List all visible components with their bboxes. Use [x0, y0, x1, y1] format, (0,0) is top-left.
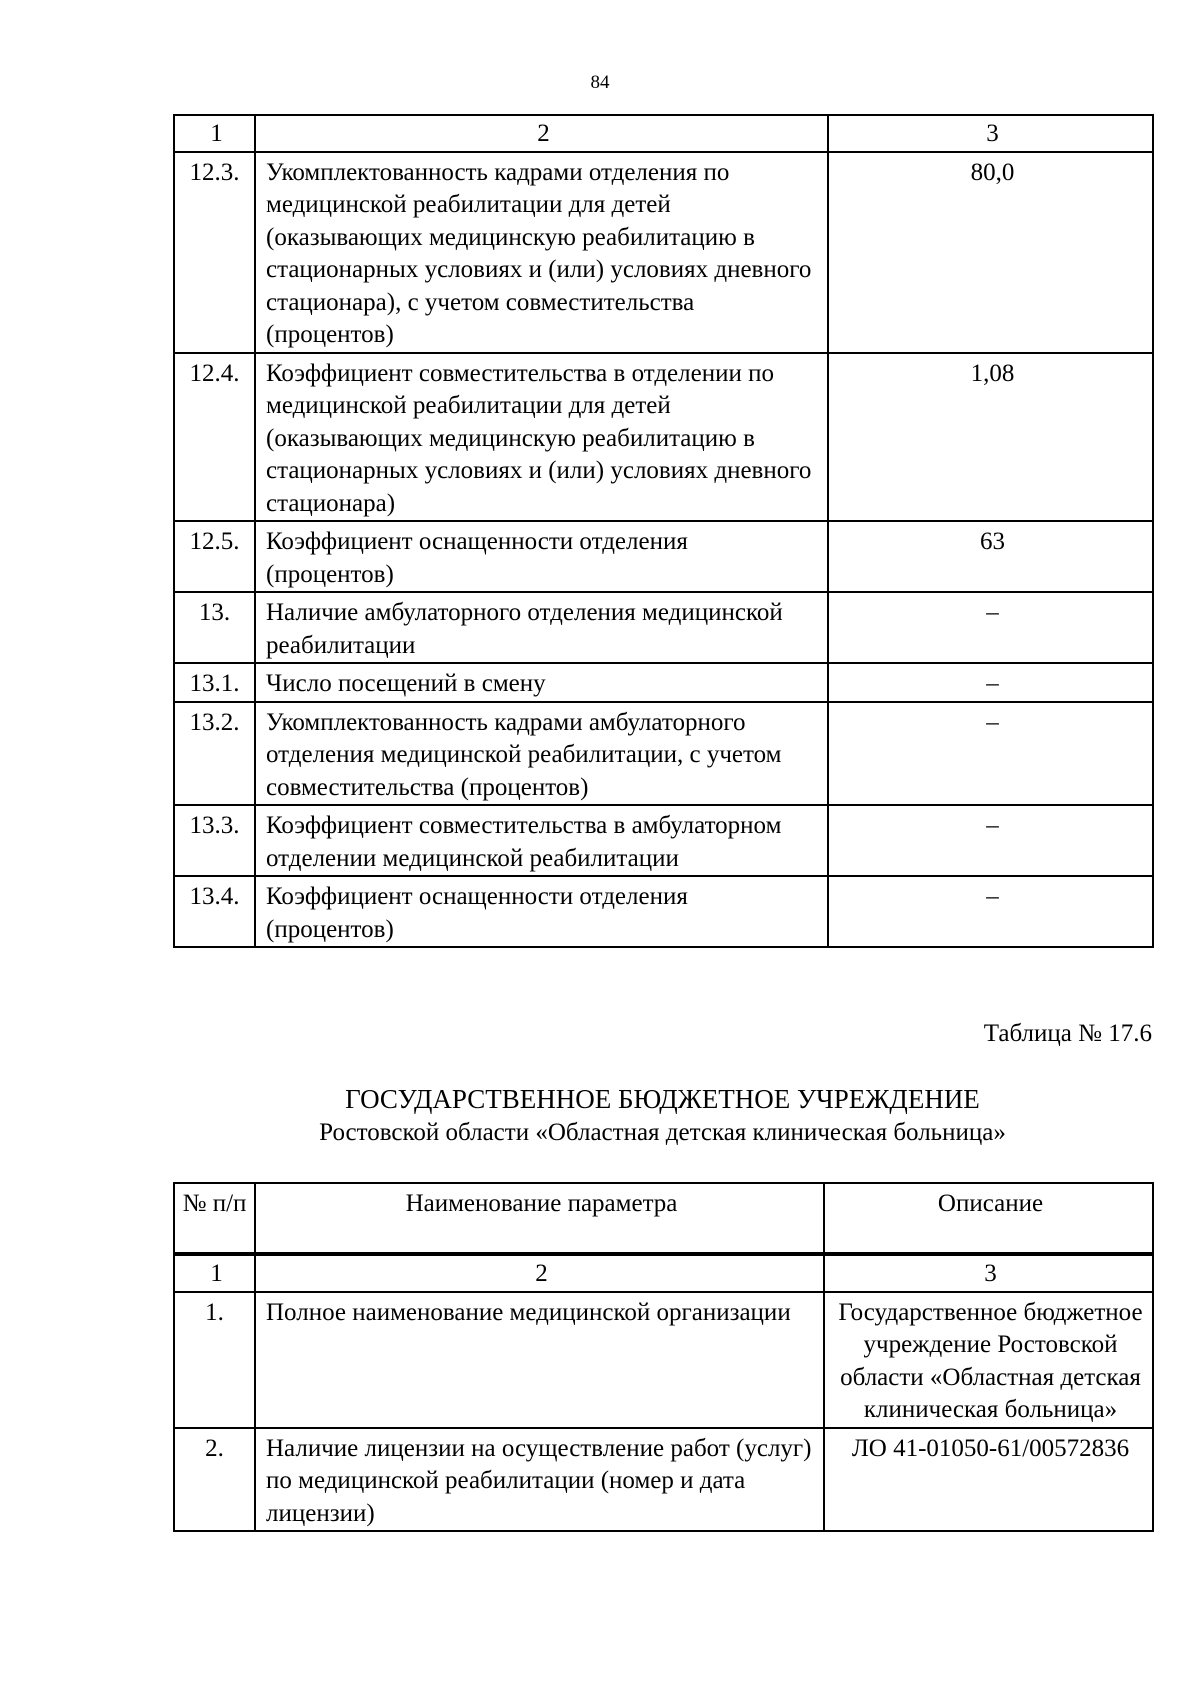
table-row [174, 592, 1153, 663]
table-header-row [174, 115, 1153, 152]
column-number-3: 3 [828, 115, 1153, 152]
table-row [174, 805, 1153, 876]
table-header-row [174, 1254, 1153, 1292]
row-parameter: Коэффициент оснащенности отделения (процентов) [255, 521, 828, 592]
column-header-number: № п/п [174, 1183, 255, 1254]
table-caption: Таблица № 17.6 [983, 1020, 1152, 1047]
table-row [174, 353, 1153, 522]
column-number-1: 1 [174, 1254, 255, 1292]
row-number: 13.3. [174, 805, 255, 876]
row-parameter: Наличие лицензии на осуществление работ (услуг) по медицинской реабилитации (номер и дата лицензии) [255, 1428, 824, 1532]
row-parameter: Укомплектованность кадрами отделения по медицинской реабилитации для детей (оказывающих медицинскую реабилитацию в стационарных условиях и (или) условиях дневного стационара), с учетом совместительства (процентов) [255, 152, 828, 353]
page-number: 84 [590, 72, 610, 93]
row-value: 1,08 [828, 353, 1153, 522]
row-parameter: Полное наименование медицинской организации [255, 1292, 824, 1428]
row-value: ЛО 41-01050-61/00572836 [824, 1428, 1153, 1532]
row-parameter: Коэффициент совместительства в амбулаторном отделении медицинской реабилитации [255, 805, 828, 876]
table-column-headers [174, 1183, 1153, 1254]
row-number: 2. [174, 1428, 255, 1532]
row-number: 12.3. [174, 152, 255, 353]
column-header-parameter: Наименование параметра [255, 1183, 824, 1254]
row-value: – [828, 663, 1153, 702]
column-number-3: 3 [824, 1254, 1153, 1292]
row-value: Государственное бюджетное учреждение Ростовской области «Областная детская клиническая больница» [824, 1292, 1153, 1428]
row-number: 13.4. [174, 876, 255, 947]
row-number: 1. [174, 1292, 255, 1428]
table-row [174, 1428, 1153, 1532]
row-value: – [828, 592, 1153, 663]
row-number: 13.2. [174, 702, 255, 806]
row-value: – [828, 876, 1153, 947]
row-value: – [828, 805, 1153, 876]
row-parameter: Коэффициент оснащенности отделения (процентов) [255, 876, 828, 947]
column-number-1: 1 [174, 115, 255, 152]
row-value: 80,0 [828, 152, 1153, 353]
row-number: 13.1. [174, 663, 255, 702]
row-parameter: Число посещений в смену [255, 663, 828, 702]
table-row [174, 1292, 1153, 1428]
table-row [174, 702, 1153, 806]
column-number-2: 2 [255, 115, 828, 152]
table-row [174, 152, 1153, 353]
row-parameter: Наличие амбулаторного отделения медицинской реабилитации [255, 592, 828, 663]
table-row [174, 876, 1153, 947]
row-number: 13. [174, 592, 255, 663]
row-number: 12.4. [174, 353, 255, 522]
institution-parameters-table [173, 1182, 1154, 1532]
column-header-description: Описание [824, 1183, 1153, 1254]
row-value: – [828, 702, 1153, 806]
row-parameter: Укомплектованность кадрами амбулаторного отделения медицинской реабилитации, с учетом совместительства (процентов) [255, 702, 828, 806]
row-number: 12.5. [174, 521, 255, 592]
table-row [174, 663, 1153, 702]
row-value: 63 [828, 521, 1153, 592]
institution-subtitle: Ростовской области «Областная детская клиническая больница» [319, 1119, 1006, 1146]
row-parameter: Коэффициент совместительства в отделении по медицинской реабилитации для детей (оказывающих медицинскую реабилитацию в стационарных условиях и (или) условиях дневного стационара) [255, 353, 828, 522]
column-number-2: 2 [255, 1254, 824, 1292]
table-row [174, 521, 1153, 592]
rehabilitation-indicators-table [173, 114, 1154, 948]
institution-title: ГОСУДАРСТВЕННОЕ БЮДЖЕТНОЕ УЧРЕЖДЕНИЕ [345, 1084, 980, 1114]
